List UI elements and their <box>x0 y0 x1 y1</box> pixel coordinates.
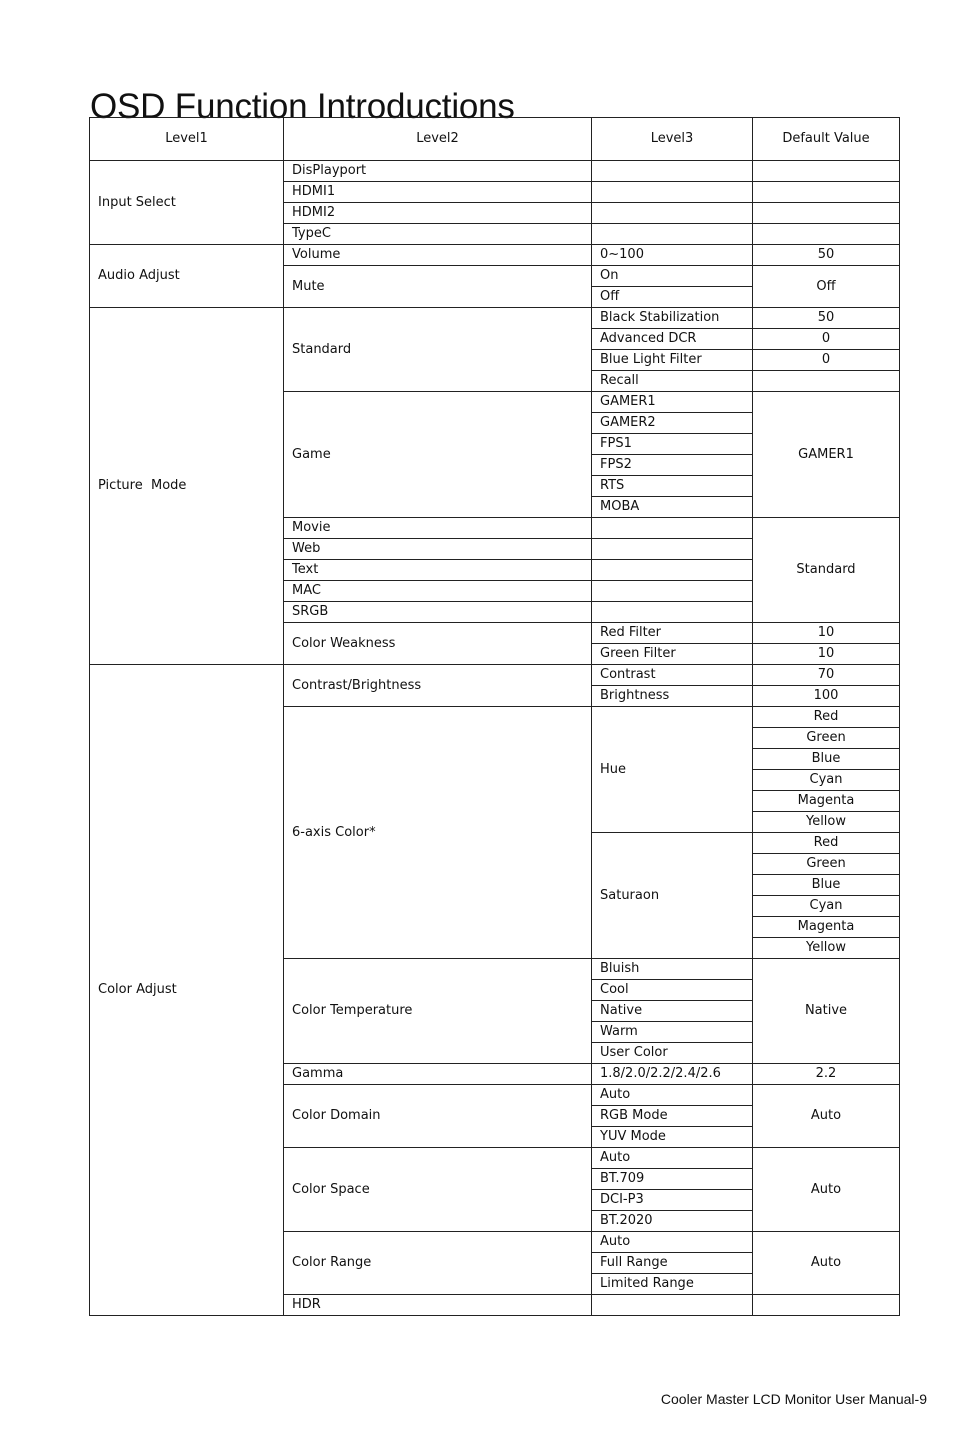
level3-cell: Contrast <box>592 665 753 686</box>
default-cell: 70 <box>753 665 900 686</box>
default-cell: Auto <box>753 1148 900 1232</box>
default-cell: Red <box>753 833 900 854</box>
level2-cell: Text <box>284 560 592 581</box>
default-cell: 0 <box>753 350 900 371</box>
default-cell: Yellow <box>753 812 900 833</box>
level2-cell: Movie <box>284 518 592 539</box>
level2-cell: Contrast/Brightness <box>284 665 592 707</box>
default-cell: Standard <box>753 518 900 623</box>
level3-cell: GAMER1 <box>592 392 753 413</box>
level3-cell: FPS2 <box>592 455 753 476</box>
level3-cell <box>592 518 753 539</box>
level2-cell: HDR <box>284 1295 592 1316</box>
level3-cell: Black Stabilization <box>592 308 753 329</box>
level3-cell: Auto <box>592 1148 753 1169</box>
level3-cell: Hue <box>592 707 753 833</box>
default-cell: Cyan <box>753 770 900 791</box>
default-cell: Auto <box>753 1232 900 1295</box>
level3-cell: Warm <box>592 1022 753 1043</box>
level3-cell <box>592 560 753 581</box>
default-cell: 0 <box>753 329 900 350</box>
default-cell: Green <box>753 728 900 749</box>
header-default-value: Default Value <box>753 118 900 161</box>
default-cell: Magenta <box>753 791 900 812</box>
level3-cell <box>592 581 753 602</box>
table-row <box>90 665 900 686</box>
table-header-row <box>90 118 900 161</box>
level3-cell: Red Filter <box>592 623 753 644</box>
level3-cell: Blue Light Filter <box>592 350 753 371</box>
default-cell: Cyan <box>753 896 900 917</box>
level3-cell: Cool <box>592 980 753 1001</box>
level3-cell: BT.2020 <box>592 1211 753 1232</box>
level3-cell: Bluish <box>592 959 753 980</box>
level1-audio-adjust: Audio Adjust <box>90 245 284 308</box>
default-cell: 50 <box>753 245 900 266</box>
level2-cell: DisPlayport <box>284 161 592 182</box>
level2-cell: Color Temperature <box>284 959 592 1064</box>
default-cell: Auto <box>753 1085 900 1148</box>
default-cell <box>753 1295 900 1316</box>
level3-cell <box>592 224 753 245</box>
level3-cell: Auto <box>592 1232 753 1253</box>
level2-cell: Volume <box>284 245 592 266</box>
level3-cell <box>592 602 753 623</box>
default-cell <box>753 224 900 245</box>
table-row <box>90 161 900 182</box>
level2-cell: Color Range <box>284 1232 592 1295</box>
level2-cell: HDMI2 <box>284 203 592 224</box>
table-row <box>90 308 900 329</box>
osd-function-table <box>89 117 900 1316</box>
level3-cell <box>592 203 753 224</box>
level3-cell <box>592 182 753 203</box>
default-cell: 50 <box>753 308 900 329</box>
level1-input-select: Input Select <box>90 161 284 245</box>
level3-cell: 1.8/2.0/2.2/2.4/2.6 <box>592 1064 753 1085</box>
level3-cell: On <box>592 266 753 287</box>
level2-cell: Gamma <box>284 1064 592 1085</box>
header-level2: Level2 <box>284 118 592 161</box>
level3-cell: YUV Mode <box>592 1127 753 1148</box>
level2-cell: Web <box>284 539 592 560</box>
level3-cell: BT.709 <box>592 1169 753 1190</box>
level1-color-adjust: Color Adjust <box>90 665 284 1316</box>
level2-cell: TypeC <box>284 224 592 245</box>
level3-cell: Full Range <box>592 1253 753 1274</box>
level3-cell: Off <box>592 287 753 308</box>
default-cell: 10 <box>753 644 900 665</box>
default-cell: 100 <box>753 686 900 707</box>
default-cell: Green <box>753 854 900 875</box>
level2-cell: Mute <box>284 266 592 308</box>
table-row <box>90 245 900 266</box>
level2-cell: HDMI1 <box>284 182 592 203</box>
default-cell: 10 <box>753 623 900 644</box>
level3-cell <box>592 539 753 560</box>
level3-cell: Recall <box>592 371 753 392</box>
level3-cell: User Color <box>592 1043 753 1064</box>
header-level1: Level1 <box>90 118 284 161</box>
level2-cell: Game <box>284 392 592 518</box>
level3-cell: FPS1 <box>592 434 753 455</box>
default-cell <box>753 203 900 224</box>
default-cell: Blue <box>753 749 900 770</box>
level3-cell: Native <box>592 1001 753 1022</box>
level3-cell: Auto <box>592 1085 753 1106</box>
default-cell: Native <box>753 959 900 1064</box>
level2-cell: Color Domain <box>284 1085 592 1148</box>
level3-cell: RGB Mode <box>592 1106 753 1127</box>
default-cell <box>753 182 900 203</box>
level3-cell: RTS <box>592 476 753 497</box>
level3-cell: Advanced DCR <box>592 329 753 350</box>
level3-cell <box>592 161 753 182</box>
level2-cell: Color Weakness <box>284 623 592 665</box>
level2-cell: MAC <box>284 581 592 602</box>
level1-picture-mode: Picture Mode <box>90 308 284 665</box>
header-level3: Level3 <box>592 118 753 161</box>
level3-cell: GAMER2 <box>592 413 753 434</box>
level3-cell: Green Filter <box>592 644 753 665</box>
page-footer: Cooler Master LCD Monitor User Manual-9 <box>660 1391 927 1407</box>
default-cell: GAMER1 <box>753 392 900 518</box>
default-cell: Magenta <box>753 917 900 938</box>
level3-cell: MOBA <box>592 497 753 518</box>
default-cell <box>753 371 900 392</box>
level3-cell <box>592 1295 753 1316</box>
level3-cell: 0~100 <box>592 245 753 266</box>
default-cell: Red <box>753 707 900 728</box>
level2-cell: SRGB <box>284 602 592 623</box>
page-title: OSD Function Introductions <box>90 87 515 127</box>
level3-cell: Saturaon <box>592 833 753 959</box>
default-cell: Off <box>753 266 900 308</box>
level2-cell: 6-axis Color* <box>284 707 592 959</box>
default-cell: Yellow <box>753 938 900 959</box>
level2-cell: Standard <box>284 308 592 392</box>
level2-cell: Color Space <box>284 1148 592 1232</box>
level3-cell: Limited Range <box>592 1274 753 1295</box>
default-cell <box>753 161 900 182</box>
level3-cell: DCI-P3 <box>592 1190 753 1211</box>
level3-cell: Brightness <box>592 686 753 707</box>
default-cell: 2.2 <box>753 1064 900 1085</box>
default-cell: Blue <box>753 875 900 896</box>
